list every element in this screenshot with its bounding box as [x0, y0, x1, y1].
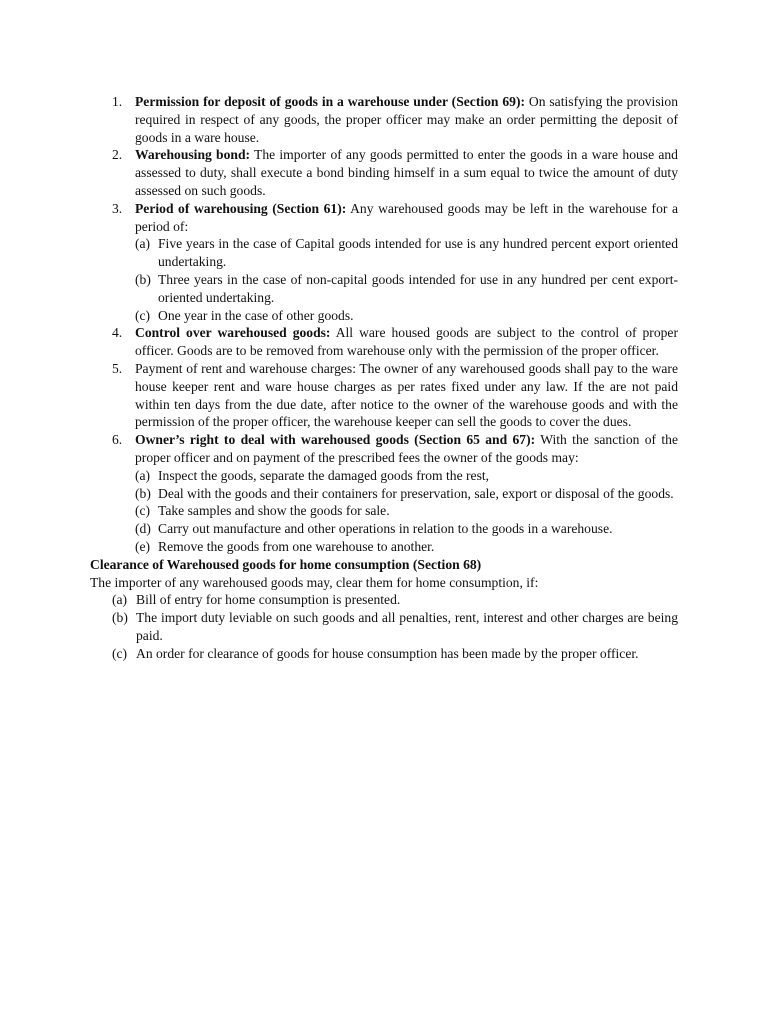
sub-item-text: Carry out manufacture and other operations in relation to the goods in a warehouse. [158, 521, 613, 537]
sub-item-letter: (e) [135, 538, 151, 554]
sub-item-text: Take samples and show the goods for sale. [158, 503, 390, 519]
clearance-heading: Clearance of Warehoused goods for home consumption (Section 68) [90, 556, 482, 572]
clearance-item-letter: (c) [112, 645, 128, 661]
sub-list-item [135, 235, 678, 271]
sub-item-text: Deal with the goods and their containers for preservation, sale, export or disposal of the goods. [158, 485, 674, 501]
section-heading [90, 556, 678, 574]
list-item [90, 360, 678, 431]
item-heading: Control over warehoused goods: [135, 325, 331, 341]
item-text: With the sanction of the proper officer and on payment of the prescribed fees the owner of the goods may: [135, 432, 678, 465]
sub-item-letter: (d) [135, 521, 151, 537]
item-number: 5. [112, 360, 123, 376]
list-item [90, 431, 678, 556]
clearance-intro: The importer of any warehoused goods may, clear them for home consumption, if: [90, 574, 539, 590]
clearance-item-text: The import duty leviable on such goods and all penalties, rent, interest and other charges are being paid. [136, 610, 678, 643]
sub-item-letter: (b) [135, 271, 151, 287]
sub-list-item [135, 538, 678, 556]
sub-item-letter: (c) [135, 307, 151, 323]
list-item [90, 200, 678, 325]
sub-item-letter: (a) [135, 467, 151, 483]
item-number: 4. [112, 325, 123, 341]
sub-list-item [135, 467, 678, 485]
item-number: 2. [112, 147, 123, 163]
sub-list-item [135, 307, 678, 325]
clearance-item-text: An order for clearance of goods for house consumption has been made by the proper officer. [136, 645, 639, 661]
document-body [90, 93, 678, 663]
sub-item-letter: (b) [135, 485, 151, 501]
list-item [90, 324, 678, 360]
clearance-item-letter: (b) [112, 610, 128, 626]
sub-item-text: Three years in the case of non-capital goods intended for use in any hundred per cent export-oriented undertaking. [158, 271, 678, 305]
list-item [90, 146, 678, 199]
sub-list-item [135, 520, 678, 538]
item-heading: Permission for deposit of goods in a warehouse under (Section 69): [135, 94, 526, 109]
warehousing-list [90, 93, 678, 556]
sub-list-item [135, 271, 678, 307]
clearance-item [112, 645, 678, 663]
item-number: 1. [112, 94, 123, 109]
sub-list [135, 467, 678, 556]
sub-item-letter: (c) [135, 503, 151, 519]
item-heading: Period of warehousing (Section 61): [135, 200, 347, 216]
item-text: All ware housed goods are subject to the control of proper officer. Goods are to be removed from warehouse only with the permission of the proper officer. [135, 325, 678, 359]
sub-item-letter: (a) [135, 236, 151, 252]
item-heading: Owner’s right to deal with warehoused goods (Section 65 and 67): [135, 432, 536, 448]
sub-item-text: Five years in the case of Capital goods intended for use is any hundred percent export oriented undertaking. [158, 236, 678, 270]
list-item [90, 93, 678, 146]
clearance-item-text: Bill of entry for home consumption is presented. [136, 592, 401, 608]
clearance-item [112, 609, 678, 645]
item-number: 6. [112, 432, 123, 448]
clearance-list [90, 591, 678, 662]
clearance-section [90, 556, 678, 663]
sub-list [135, 235, 678, 324]
sub-item-text: Remove the goods from one warehouse to another. [158, 538, 435, 554]
item-heading: Warehousing bond: [135, 147, 251, 163]
item-text: Payment of rent and warehouse charges: The owner of any warehoused goods shall pay to the ware house keeper rent and ware house charges as per rates fixed under any law. If the are not paid within ten days from the due date, after notice to the owner of the warehouse goods and with the permission of the proper officer, the warehouse keeper can sell the goods to cover the dues. [135, 360, 678, 430]
item-text: The importer of any goods permitted to enter the goods in a ware house and assessed to duty, shall execute a bond binding himself in a sum equal to twice the amount of duty assessed on such goods. [135, 147, 678, 198]
sub-item-text: One year in the case of other goods. [158, 307, 354, 323]
sub-list-item [135, 502, 678, 520]
clearance-item [112, 591, 678, 609]
item-number: 3. [112, 200, 123, 216]
sub-item-text: Inspect the goods, separate the damaged goods from the rest, [158, 467, 490, 483]
item-text: Any warehoused goods may be left in the warehouse for a period of: [135, 200, 678, 234]
item-text: On satisfying the provision required in respect of any goods, the proper officer may make an order permitting the deposit of goods in a ware house. [135, 94, 678, 145]
clearance-item-letter: (a) [112, 592, 128, 608]
sub-list-item [135, 485, 678, 503]
